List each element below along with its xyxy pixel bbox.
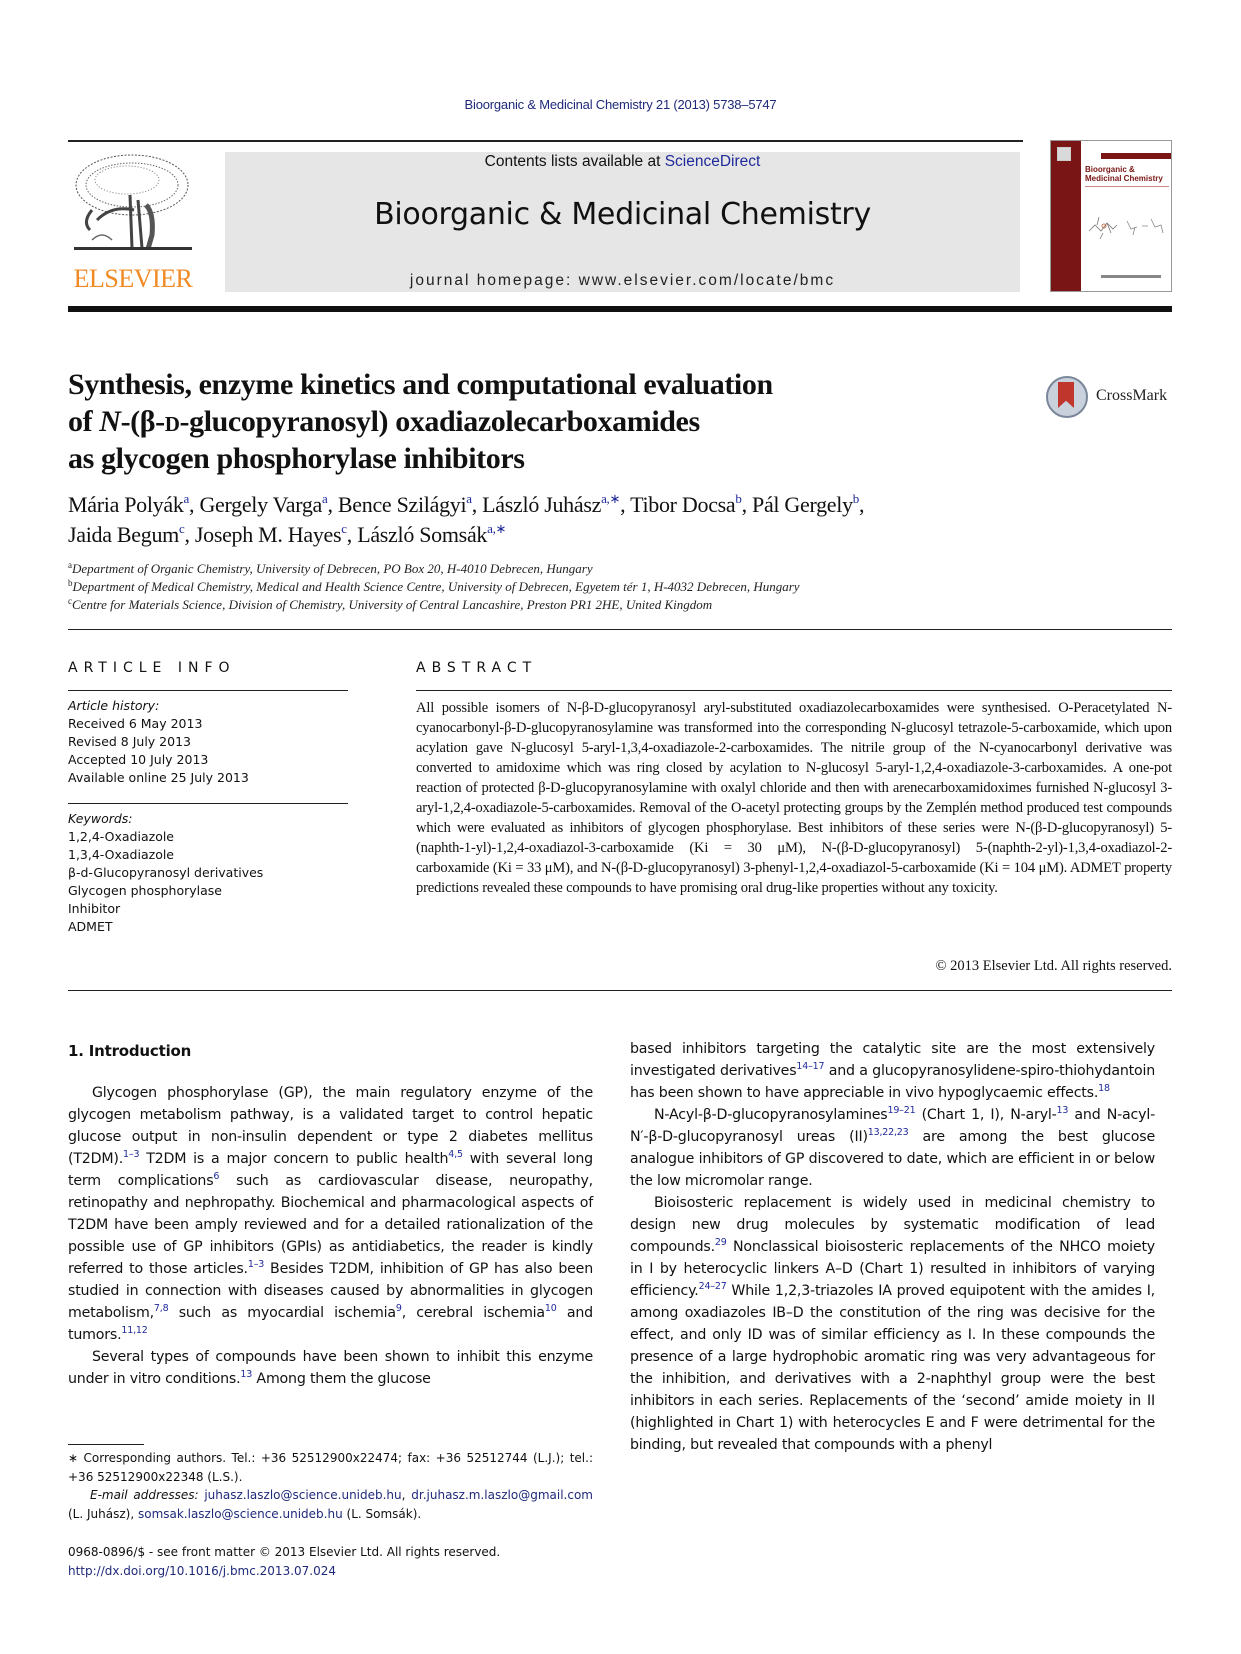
- sciencedirect-link[interactable]: ScienceDirect: [664, 153, 761, 170]
- article-title: [68, 366, 968, 477]
- homepage-prefix: journal homepage:: [409, 272, 579, 289]
- journal-cover-thumbnail[interactable]: [1050, 140, 1172, 292]
- author[interactable]: Bence Szilágyi: [337, 492, 467, 517]
- email-owner: (L. Somsák).: [342, 1506, 422, 1521]
- homepage-link[interactable]: www.elsevier.com/locate/bmc: [578, 272, 836, 289]
- cover-title: Bioorganic & Medicinal Chemistry: [1085, 165, 1163, 184]
- body-right-column: [630, 1038, 1155, 1456]
- affiliation-list: [68, 560, 1168, 614]
- email-note: E-mail addresses: juhasz.laszlo@science.unideb.hu, dr.juhasz.m.laszlo@gmail.com (L. Juhász), somsak.laszlo@science.unideb.hu (L. Somsák).: [68, 1488, 593, 1521]
- author-affil-marker[interactable]: a,∗: [487, 521, 507, 536]
- cover-bar: [1101, 153, 1172, 159]
- citation-link[interactable]: 18: [1098, 1083, 1110, 1094]
- issn-line: 0968-0896/$ - see front matter © 2013 Elsevier Ltd. All rights reserved.: [68, 1545, 501, 1559]
- intro-paragraph-5: Bioisosteric replacement is widely used in medicinal chemistry to design new drug molecules by systematic modification of lead compounds.$^{29}$ Nonclassical bioisosteric replacements of the NHCO moiety in I by heterocyclic linkers A–D (Chart 1) resulted in inhibitors of varying efficiency.$^{24-27}$ While 1,2,3-triazoles IA proved equipotent with the amides I, among oxadiazoles IB–D the constitution of the ring was decisive for the effect, and only ID was of similar efficiency as I. In these compounds the presence of a large hydrophobic aromatic ring was very advantageous for the inhibition, and derivatives with a 2-naphthyl group were the best inhibitors in each series. Replacements of the ‘second’ amide moiety in II (highlighted in Chart 1) with heterocycles E and F were detrimental for the binding, but revealed that compounds with a phenyl: [630, 1195, 1155, 1453]
- elsevier-tree-icon: [72, 150, 194, 260]
- cover-molecule-icon: [1087, 211, 1167, 241]
- affiliation-c: $^c$Centre for Materials Science, Division of Chemistry, University of Central Lancashire, Preston PR1 2HE, United Kingdom: [68, 596, 713, 612]
- author[interactable]: László Juhász: [482, 492, 602, 517]
- body-left-column: [68, 1040, 593, 1390]
- author[interactable]: Pál Gergely: [752, 492, 853, 517]
- affiliation-rule: [68, 629, 1172, 630]
- section-heading-introduction: 1. Introduction: [68, 1042, 192, 1060]
- journal-citation-link[interactable]: Bioorganic & Medicinal Chemistry 21 (2013) 5738–5747: [464, 97, 777, 112]
- keyword: ADMET: [68, 919, 113, 934]
- intro-paragraph-4: N-Acyl-β-D-glucopyranosylamines$^{19-21}$ (Chart 1, I), N-aryl-$^{13}$ and N-acyl-N′-β-D-glucopyranosyl ureas (II)$^{13,22,23}$ are among the best glucose analogue inhibitors of GP discovered to date, which are efficient in or below the low micromolar range.: [630, 1105, 1155, 1189]
- title-line-3: as glycogen phosphorylase inhibitors: [68, 442, 525, 475]
- keyword: 1,3,4-Oxadiazole: [68, 847, 174, 862]
- citation-link[interactable]: 13: [240, 1369, 253, 1380]
- article-info-rule: [68, 690, 348, 691]
- email-link[interactable]: dr.juhasz.m.laszlo@gmail.com: [411, 1488, 593, 1502]
- intro-paragraph-3: based inhibitors targeting the catalytic site are the most extensively investigated derivatives$^{14-17}$ and a glucopyranosylidene-spiro-thiohydantoin has been shown to have appreciable in vivo hypoglycaemic effects.$^{18}$: [630, 1041, 1155, 1101]
- crossmark-button[interactable]: [1046, 376, 1176, 420]
- citation-link[interactable]: 10: [544, 1303, 557, 1314]
- abstract-copyright: © 2013 Elsevier Ltd. All rights reserved.: [935, 958, 1172, 974]
- intro-paragraph-2: Several types of compounds have been shown to inhibit this enzyme under in vitro conditions.$^{13}$ Among them the glucose: [68, 1349, 593, 1387]
- cover-strip: [1051, 141, 1081, 291]
- history-revised: Revised 8 July 2013: [68, 734, 191, 749]
- keywords-rule: [68, 803, 348, 804]
- abstract-heading: ABSTRACT: [416, 660, 538, 676]
- title-line-2-mid: -(β-: [120, 405, 165, 438]
- abstract-bottom-rule: [68, 990, 1172, 991]
- elsevier-wordmark: ELSEVIER: [73, 264, 193, 293]
- citation-link[interactable]: 6: [213, 1171, 220, 1182]
- email-link[interactable]: somsak.laszlo@science.unideb.hu: [137, 1506, 343, 1521]
- author-affil-marker[interactable]: c: [178, 521, 185, 536]
- keywords: [68, 810, 348, 936]
- citation-link[interactable]: 19–21: [887, 1105, 916, 1116]
- author-affil-marker[interactable]: c: [341, 521, 347, 536]
- footnote-rule: [68, 1444, 144, 1445]
- author-affil-marker[interactable]: a,∗: [601, 491, 621, 506]
- intro-paragraph-1: Glycogen phosphorylase (GP), the main regulatory enzyme of the glycogen metabolism pathway, is a validated target to control hepatic glucose output in non-insulin dependent or type 2 diabetes mellitus (T2DM).$^{1-3}$ T2DM is a major concern to public health$^{4,5}$ with several long term complications$^6$ such as cardiovascular disease, neuropathy, retinopathy and nephropathy. Biochemical and pharmacological aspects of T2DM have been amply reviewed and for a detailed rationalization of the possible use of GP inhibitors (GPIs) as antidiabetics, the reader is kindly referred to those articles.$^{1-3}$ Besides T2DM, inhibition of GP has also been studied in connection with diseases caused by abnormalities in glycogen metabolism,$^{7,8}$ such as myocardial ischemia$^9$, cerebral ischemia$^{10}$ and tumors.$^{11,12}$: [68, 1085, 593, 1343]
- affiliation-a: $^a$Department of Organic Chemistry, University of Debrecen, PO Box 20, H-4010 Debrecen, Hungary: [68, 560, 593, 576]
- author-affil-marker[interactable]: a: [183, 491, 190, 506]
- header-thick-rule: [68, 306, 1172, 312]
- corresponding-note: ∗ Corresponding authors. Tel.: +36 52512900x22474; fax: +36 52512744 (L.J.); tel.: +36 52512900x22348 (L.S.).: [68, 1451, 593, 1484]
- author[interactable]: Tibor Docsa: [630, 492, 736, 517]
- article-history-heading: Article history:: [68, 698, 160, 713]
- author-affil-marker[interactable]: a: [466, 491, 472, 506]
- elsevier-logo[interactable]: [68, 150, 198, 295]
- email-link[interactable]: juhasz.laszlo@science.unideb.hu: [204, 1488, 402, 1502]
- citation-link[interactable]: 13: [1056, 1105, 1069, 1116]
- citation-link[interactable]: 1–3: [123, 1149, 140, 1160]
- author-affil-marker[interactable]: a: [322, 491, 328, 506]
- history-accepted: Accepted 10 July 2013: [68, 752, 209, 767]
- affiliation-b: $^b$Department of Medical Chemistry, Medical and Health Science Centre, University of Debrecen, Egyetem tér 1, H-4032 Debrecen, Hungary: [68, 578, 800, 594]
- front-matter: [68, 1543, 593, 1580]
- email-label: E-mail addresses:: [90, 1488, 199, 1502]
- journal-homepage: [225, 272, 1020, 290]
- cover-rule: [1085, 186, 1169, 187]
- citation-link[interactable]: 9: [395, 1303, 402, 1314]
- title-line-2-post: -glucopyranosyl) oxadiazolecarboxamides: [179, 405, 700, 438]
- crossmark-label: CrossMark: [1096, 387, 1168, 404]
- citation-link[interactable]: 24–27: [698, 1281, 727, 1292]
- header-top-rule: [68, 140, 1023, 142]
- corresponding-author-footnote: [68, 1449, 593, 1523]
- author-affil-marker[interactable]: b: [852, 491, 859, 506]
- contents-line: [225, 153, 1020, 171]
- contents-prefix: Contents lists available at: [484, 153, 665, 170]
- citation-link[interactable]: 11,12: [121, 1325, 148, 1336]
- cover-elsevier-icon: [1057, 147, 1071, 161]
- title-line-1: Synthesis, enzyme kinetics and computational evaluation: [68, 368, 773, 401]
- article-history: [68, 697, 348, 787]
- history-received: Received 6 May 2013: [68, 716, 203, 731]
- citation-link[interactable]: 1–3: [247, 1259, 265, 1270]
- citation-link[interactable]: 14–17: [796, 1061, 825, 1072]
- citation-link[interactable]: 7,8: [153, 1303, 169, 1314]
- citation-link[interactable]: 4,5: [448, 1149, 463, 1160]
- keyword: Inhibitor: [68, 901, 121, 916]
- email-owner: (L. Juhász),: [68, 1506, 138, 1521]
- title-smallcaps-d: d: [164, 405, 180, 438]
- cover-footer: [1101, 275, 1161, 278]
- doi-link[interactable]: http://dx.doi.org/10.1016/j.bmc.2013.07.024: [68, 1563, 337, 1578]
- abstract-rule: [416, 690, 1172, 691]
- title-line-2-pre: of: [68, 405, 100, 438]
- citation-link[interactable]: 13,22,23: [867, 1127, 909, 1138]
- author[interactable]: Joseph M. Hayes: [194, 522, 342, 547]
- abstract-text: All possible isomers of N-β-D-glucopyranosyl aryl-substituted oxadiazolecarboxamides were synthesised. O-Peracetylated N-cyanocarbonyl-β-D-glucopyranosylamine was transformed into the corresponding N-glucosyl tetrazole-5-carboxamide, which upon acylation gave N-glucosyl 5-aryl-1,3,4-oxadiazole-2-carboxamides. The nitrile group of the N-cyanocarbonyl derivative was converted to amidoxime which was ring closed by acylation to N-glucosyl 5-aryl-1,2,4-oxadiazole-3-carboxamides. A one-pot reaction of protected β-D-glucopyranosylamine with oxalyl chloride and then with arenecarboxamidoximes furnished N-glucosyl 3-aryl-1,2,4-oxadiazole-5-carboxamides. Removal of the O-acetyl protecting groups by the Zemplén method produced test compounds which were evaluated as inhibitors of glycogen phosphorylase. Best inhibitors of these series were N-(β-D-glucopyranosyl) 5-(naphth-1-yl)-1,2,4-oxadiazol-3-carboxamide (Ki = 30 μM), N-(β-D-glucopyranosyl) 5-(naphth-2-yl)-1,3,4-oxadiazol-2-carboxamide (Ki = 33 μM), and N-(β-D-glucopyranosyl) 3-phenyl-1,2,4-oxadiazol-5-carboxamide (Ki = 104 μM). ADMET property predictions revealed these compounds to have promising oral drug-like properties without any toxicity.: [416, 700, 1172, 896]
- keywords-heading: Keywords:: [68, 811, 133, 826]
- author-affil-marker[interactable]: b: [735, 491, 742, 506]
- author[interactable]: László Somsák: [357, 522, 488, 547]
- article-info-heading: ARTICLE INFO: [68, 660, 236, 676]
- citation-link[interactable]: 29: [714, 1237, 727, 1248]
- keyword: β-d-Glucopyranosyl derivatives: [68, 865, 264, 880]
- history-online: Available online 25 July 2013: [68, 770, 249, 785]
- author-list: Mária Polyák$^a$, Gergely Varga$^a$, Bence Szilágyi$^a$, László Juhász$^{a,∗}$, Tibor Docsa$^b$, Pál Gergely$^b$, Jaida Begum$^c$, Joseph M. Hayes$^c$, László Somsák$^{a,∗}$: [68, 491, 865, 547]
- author[interactable]: Jaida Begum: [68, 522, 179, 547]
- title-italic-n: N: [99, 405, 121, 438]
- keyword: 1,2,4-Oxadiazole: [68, 829, 174, 844]
- author[interactable]: Gergely Varga: [199, 492, 323, 517]
- author[interactable]: Mária Polyák: [68, 492, 184, 517]
- journal-name: Bioorganic & Medicinal Chemistry: [374, 197, 871, 232]
- keyword: Glycogen phosphorylase: [68, 883, 222, 898]
